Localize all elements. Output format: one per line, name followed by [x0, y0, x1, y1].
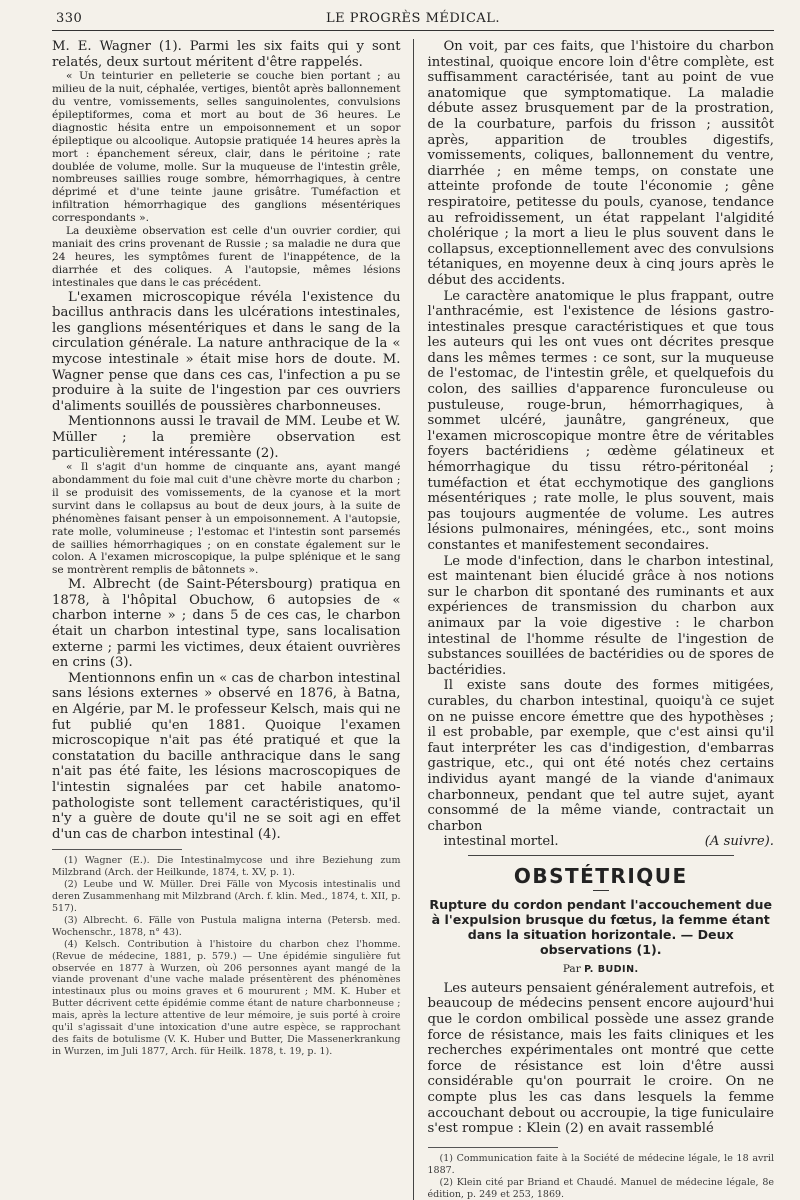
quoted-observation: La deuxième observation est celle d'un ouvrier cordier, qui maniait des crins provenant de Russie ; sa maladie ne dura que 24 heures, les symptômes furent de l'inappétence, de la diarrhée et des coliques. A l'autopsie, mêmes lésions intestinales que dans le cas précédent.: [52, 225, 401, 289]
section-title: OBSTÉTRIQUE: [513, 863, 688, 888]
to-be-continued: (A suivre).: [704, 834, 774, 850]
footnote-divider: [52, 849, 182, 850]
title-dash: [593, 890, 609, 891]
footnote: (2) Leube und W. Müller. Drei Fälle von Mycosis intestinalis und deren Zusammenhang mit Milzbrand (Arch. f. klin. Med., 1874, t. XII, p. 517).: [52, 879, 401, 914]
footnote: (4) Kelsch. Contribution à l'histoire du charbon chez l'homme. (Revue de médecine, 1881, p. 579.) — Une épidémie singulière fut observée en 1877 à Wurzen, où 206 personnes ayant mangé de la viande provenant d'une vache malade présentèrent des phénomènes intestinaux plus ou moins graves et 6 moururent ; MM. K. Huber et Butter décrivent cette épidémie comme étant de nature charbonneuse ; mais, après la lecture attentive de leur mémoire, je suis porté à croire qu'il s'agissait d'une intoxication d'une autre espèce, se rapprochant des faits de botulisme (V. K. Huber und Butter, Die Massenerkrankung in Wurzen, im Juli 1877, Arch. für Heilk. 1878, t. 19, p. 1).: [52, 938, 401, 1057]
quoted-observation: « Un teinturier en pelleterie se couche bien portant ; au milieu de la nuit, céphalée, vertiges, bientôt après ballonnement du ventre, vomissements, selles sanguinolentes, convulsions épileptiformes, coma et mort au bout de 36 heures. Le diagnostic hésita entre un empoisonnement et un sopor épileptique ou alcoolique. Autopsie pratiquée 14 heures après la mort : épanchement séreux, clair, dans le péritoine ; rate doublée de volume, molle. Sur la muqueuse de l'intestin grêle, nombreuses saillies rouge sombre, hémorrhagiques, à centre déprimé et d'une teinte jaune grisâtre. Tuméfaction et infiltration hémorrhagique des ganglions mésentériques correspondants ».: [52, 70, 401, 225]
paragraph: M. Albrecht (de Saint-Pétersbourg) pratiqua en 1878, à l'hôpital Obuchow, 6 autopsies de « charbon interne » ; dans 5 de ces cas, le charbon était un charbon intestinal type, sans localisation externe ; parmi les victimes, deux étaient ouvrières en crins (3).: [52, 577, 401, 671]
footnote: (3) Albrecht. 6. Fälle von Pustula maligna interna (Petersb. med. Wochenschr., 1878, n° 43).: [52, 914, 401, 938]
article-title: Rupture du cordon pendant l'accouchement due à l'expulsion brusque du fœtus, la femme étant dans la situation horizontale. — Deux observations (1).: [429, 896, 773, 957]
byline-prefix: Par: [562, 962, 581, 975]
footnote: (1) Wagner (E.). Die Intestinalmycose und ihre Beziehung zum Milzbrand (Arch. der Heilkunde, 1874, t. XV, p. 1).: [52, 855, 401, 879]
quoted-observation: « Il s'agit d'un homme de cinquante ans, ayant mangé abondamment du foie mal cuit d'une chèvre morte du charbon ; il se produisit des vomissements, de la cyanose et la mort survint dans le collapsus au bout de deux jours, à la suite de phénomènes faisant penser à un empoisonnement. A l'autopsie, rate molle, volumineuse ; l'estomac et l'intestin sont parsemés de saillies hémorrhagiques ; on en constate également sur le colon. A l'examen microscopique, la pulpe splénique et le sang se montrèrent remplis de bâtonnets ».: [52, 461, 401, 577]
paragraph: Le mode d'infection, dans le charbon intestinal, est maintenant bien élucidé grâce à nos notions sur le charbon dit spontané des ruminants et aux expériences de transmission du charbon aux animaux par la voie digestive : le charbon intestinal de l'homme résulte de l'ingestion de substances souillées de bactéridies ou de spores de bactéridies.: [427, 553, 774, 678]
paragraph: Les auteurs pensaient généralement autrefois, et beaucoup de médecins pensent encore aujourd'hui que le cordon ombilical possède une assez grande force de résistance, mais les faits cliniques et les recherches expérimentales ont montré que cette force de résistance est loin d'être aussi considérable qu'on pourrait le croire. On ne compte plus les cas dans lesquels la femme accouchant debout ou accroupie, la tige funiculaire s'est rompue : Klein (2) en avait rassemblé: [427, 980, 774, 1137]
two-column-body: [52, 39, 774, 1200]
author-name: P. BUDIN.: [584, 963, 639, 975]
journal-title: LE PROGRÈS MÉDICAL.: [325, 11, 501, 26]
paragraph: Il existe sans doute des formes mitigées, curables, du charbon intestinal, quoiqu'à ce sujet on ne puisse encore émettre que des hypothèses ; il est probable, par exemple, que c'est ainsi qu'il faut interpréter les cas d'indigestion, d'embarras gastrique, etc., qui ont été notés chez certains individus ayant mangé de la viande d'animaux charbonneux, pendant que tel autre sujet, ayant consommé de la même viande, contractait un charbon: [427, 678, 774, 834]
article-end-rule: [468, 855, 735, 856]
paragraph: Le caractère anatomique le plus frappant, outre l'anthracémie, est l'existence de lésions gastro-intestinales presque caractéristiques et que tous les auteurs qui les ont vues ont décrites presque dans les mêmes termes : ce sont, sur la muqueuse de l'estomac, de l'intestin grêle, et quelquefois du colon, des saillies d'apparence furonculeuse ou pustuleuse, rouge-brun, hémorrhagiques, à sommet ulcéré, jaunâtre, gangréneux, que l'examen microscopique montre être de véritables foyers bactéridiens ; œdème gélatineux et hémorrhagique du tissu rétro-péritonéal ; tuméfaction et état ecchymotique des ganglions mésentériques ; rate molle, le plus souvent, mais pas toujours augmentée de volume. Les autres lésions pulmonaires, méningées, etc., sont moins constantes et manifestement secondaires.: [427, 288, 774, 553]
right-column: [416, 39, 775, 1200]
paragraph: L'examen microscopique révéla l'existence du bacillus anthracis dans les ulcérations intestinales, les ganglions mésentériques et dans le sang de la circulation générale. La nature anthracique de la « mycose intestinale » était mise hors de doute. M. Wagner pense que dans ces cas, l'infection a pu se produire à la suite de l'ingestion par ces ouvriers d'aliments souillés de poussières charbonneuses.: [52, 289, 401, 414]
footnote: (2) Klein cité par Briand et Chaudé. Manuel de médecine légale, 8e édition, p. 249 et 253, 1869.: [427, 1176, 774, 1200]
continued-line: [428, 834, 775, 850]
column-divider: [413, 39, 414, 1200]
left-column: [52, 39, 411, 1200]
byline: [428, 963, 775, 975]
paragraph: M. E. Wagner (1). Parmi les six faits qui y sont relatés, deux surtout méritent d'être rappelés.: [52, 39, 401, 70]
page-number: 330: [56, 11, 83, 26]
paragraph: Mentionnons aussi le travail de MM. Leube et W. Müller ; la première observation est particulièrement intéressante (2).: [52, 414, 401, 461]
paragraph: Mentionnons enfin un « cas de charbon intestinal sans lésions externes » observé en 1876, à Batna, en Algérie, par M. le professeur Kelsch, mais qui ne fut publié qu'en 1881. Quoique l'examen microscopique n'ait pas été pratiqué et que la constatation du bacille anthracique dans le sang n'ait pas été faite, les lésions macroscopiques de l'intestin signalées par cet habile anatomo-pathologiste sont tellement caractéristiques, qu'il n'y a guère de doute qu'il ne se soit agi en effet d'un cas de charbon intestinal (4).: [52, 670, 401, 842]
paragraph: On voit, par ces faits, que l'histoire du charbon intestinal, quoique encore loin d'être complète, est suffisamment caractérisée, tant au point de vue anatomique que symptomatique. La maladie débute assez brusquement par de la prostration, de la courbature, parfois du frisson ; aussitôt après, apparition de troubles digestifs, vomissements, coliques, ballonnement du ventre, diarrhée ; en même temps, on constate une atteinte profonde de toute l'économie ; gêne respiratoire, petitesse du pouls, cyanose, tendance au refroidissement, un état rappelant l'algidité cholérique ; la mort a lieu le plus souvent dans le collapsus, exceptionnellement avec des convulsions tétaniques, en moyenne deux à cinq jours après le début des accidents.: [427, 39, 774, 288]
running-header: [52, 6, 774, 31]
paragraph-end: intestinal mortel.: [443, 834, 559, 850]
footnote: (1) Communication faite à la Société de médecine légale, le 18 avril 1887.: [427, 1152, 774, 1176]
footnote-divider: [428, 1147, 558, 1148]
